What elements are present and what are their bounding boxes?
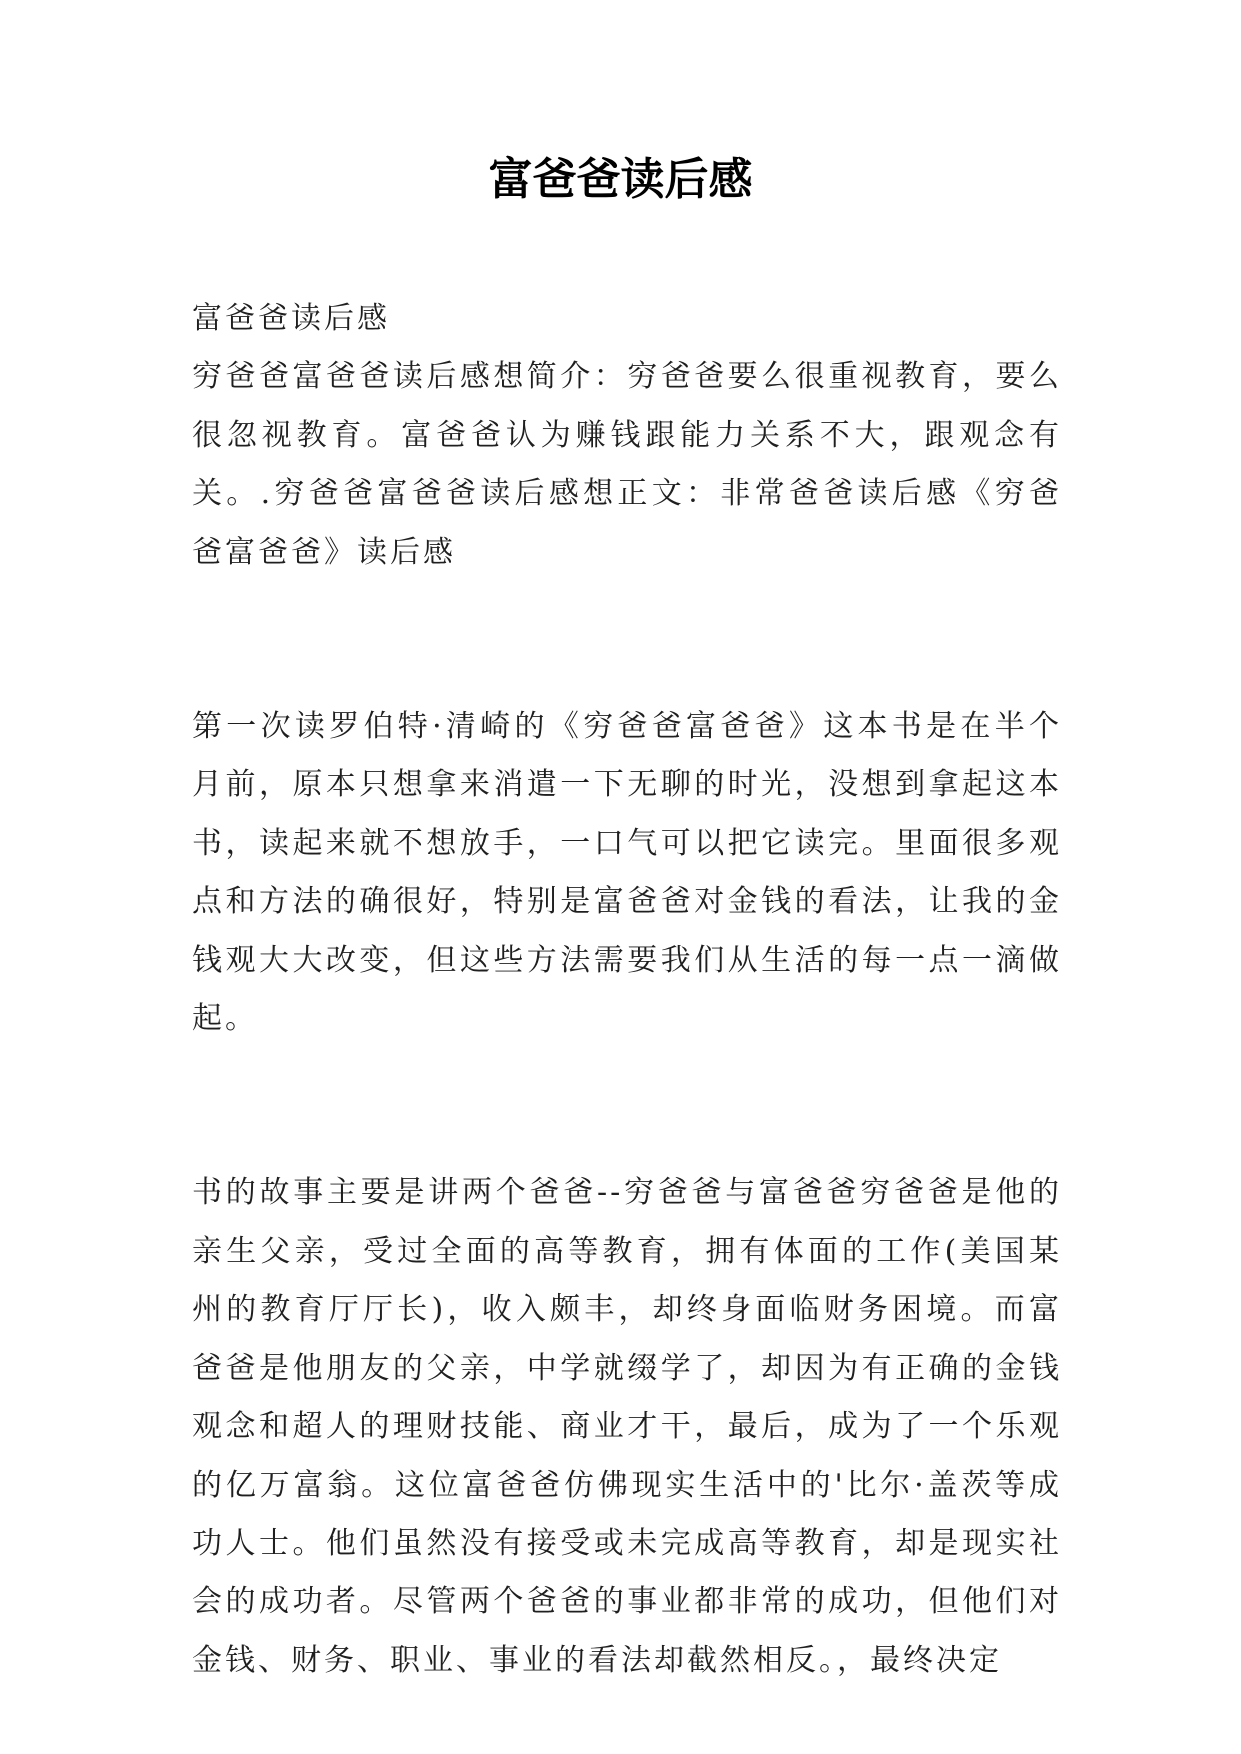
document-title: 富爸爸读后感 (488, 154, 753, 205)
paragraph-gap (192, 582, 1062, 698)
document-subtitle: 富爸爸读后感 (192, 301, 390, 336)
paragraph-story: 书的故事主要是讲两个爸爸--穷爸爸与富爸爸穷爸爸是他的亲生父亲，受过全面的高等教育，拥有体面的工作(美国某州的教育厅厅长)，收入颇丰，却终身面临财务困境。而富爸爸是他朋友的父亲，中学就缀学了，却因为有正确的金钱观念和超人的理财技能、商业才干，最后，成为了一个乐观的亿万富翁。这位富爸爸仿佛现实生活中的'比尔·盖茨等成功人士。他们虽然没有接受或未完成高等教育，却是现实社会的成功者。尽管两个爸爸的事业都非常的成功，但他们对金钱、财务、职业、事业的看法却截然相反。，最终决定 (192, 1175, 1062, 1678)
paragraph-gap (192, 1048, 1062, 1164)
paragraph-first-reading: 第一次读罗伯特·清崎的《穷爸爸富爸爸》这本书是在半个月前，原本只想拿来消遣一下无聊的时光，没想到拿起这本书，读起来就不想放手，一口气可以把它读完。里面很多观点和方法的确很好，特别是富爸爸对金钱的看法，让我的金钱观大大改变，但这些方法需要我们从生活的每一点一滴做起。 (192, 709, 1062, 1037)
document-body (192, 290, 1062, 1690)
paragraph-intro: 穷爸爸富爸爸读后感想简介：穷爸爸要么很重视教育，要么很忽视教育。富爸爸认为赚钱跟能力关系不大，跟观念有关。.穷爸爸富爸爸读后感想正文：非常爸爸读后感《穷爸爸富爸爸》读后感 (192, 359, 1062, 570)
